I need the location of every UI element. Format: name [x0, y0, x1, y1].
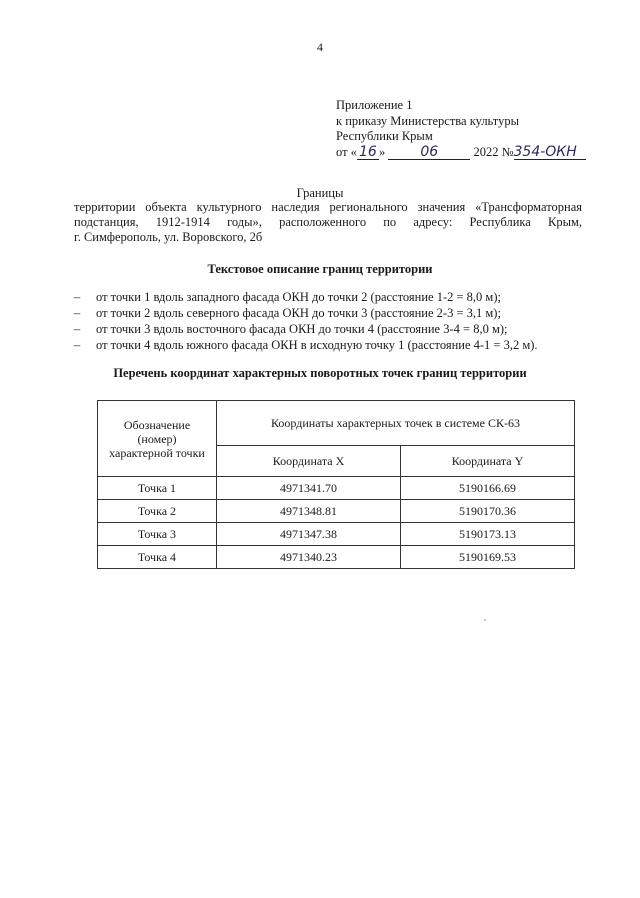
coordinates-table [97, 400, 575, 569]
coordinates-system-header: Координаты характерных точек в системе СК-63 [217, 401, 575, 446]
list-item: – от точки 1 вдоль западного фасада ОКН до точки 2 (расстояние 1-2 = 8,0 м); [74, 290, 501, 304]
description-line: территории объекта культурного наследия регионального значения «Трансформаторная [74, 200, 582, 214]
list-item: – от точки 2 вдоль северного фасада ОКН до точки 3 (расстояние 2-3 = 3,1 м); [74, 306, 501, 320]
document-title: Границы [296, 186, 344, 200]
table-row: Точка 2 4971348.81 5190170.36 [98, 500, 575, 523]
handwritten-day: 16 [357, 146, 379, 160]
list-item: – от точки 3 вдоль восточного фасада ОКН до точки 4 (расстояние 3-4 = 8,0 м); [74, 322, 508, 336]
page-number: 4 [317, 40, 323, 54]
handwritten-order-number: 354-ОКН [514, 146, 586, 160]
coords-section-heading: Перечень координат характерных поворотных точек границ территории [113, 366, 527, 380]
territory-description [74, 200, 582, 245]
table-row: Точка 1 4971341.70 5190166.69 [98, 477, 575, 500]
appendix-header [336, 98, 586, 160]
description-line: подстанция, 1912-1914 годы», расположенного по адресу: Республика Крым, [74, 215, 582, 229]
appendix-republic-line: Республики Крым [336, 129, 433, 143]
description-line: г. Симферополь, ул. Воровского, 2б [74, 230, 263, 244]
year-label: 2022 № [473, 144, 514, 159]
appendix-order-line: к приказу Министерства культуры [336, 113, 519, 128]
text-section-heading: Текстовое описание границ территории [207, 262, 433, 276]
appendix-date-line: от « 16 » 06 2022 №354-ОКН [336, 145, 586, 161]
list-item: – от точки 4 вдоль южного фасада ОКН в исходную точку 1 (расстояние 4-1 = 3,2 м). [74, 338, 538, 352]
handwritten-month: 06 [388, 146, 470, 160]
boundary-list [74, 289, 538, 353]
x-coordinate-header: Координата X [217, 446, 401, 477]
point-designation-header: Обозначение (номер) характерной точки [98, 401, 217, 477]
table-row: Точка 4 4971340.23 5190169.53 [98, 546, 575, 569]
y-coordinate-header: Координата Y [401, 446, 575, 477]
scan-speck [484, 619, 486, 621]
appendix-title: Приложение 1 [336, 98, 413, 112]
table-row: Точка 3 4971347.38 5190173.13 [98, 523, 575, 546]
